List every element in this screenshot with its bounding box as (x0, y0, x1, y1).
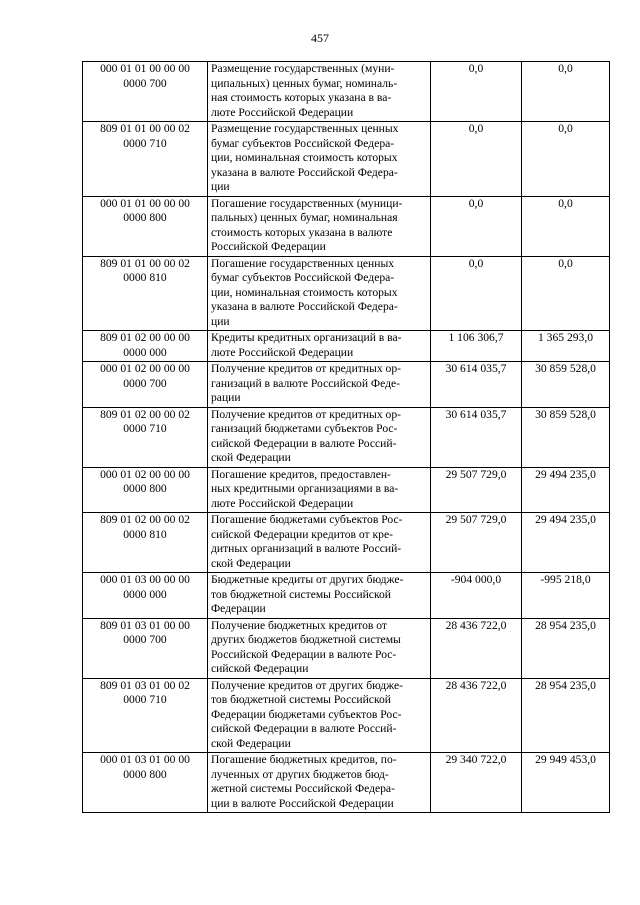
row-description: Размещение государственных (муни- ципальных) ценных бумаг, номиналь- ная стоимость которых указана в ва- люте Российской Федерации (208, 62, 431, 122)
row-description: Бюджетные кредиты от других бюдже- тов бюджетной системы Российской Федерации (208, 573, 431, 619)
row-description: Погашение бюджетных кредитов, по- лученных от других бюджетов бюд- жетной системы Российской Федера- ции в валюте Российской Федерации (208, 753, 431, 813)
budget-code: 000 01 01 00 00 00 0000 700 (83, 62, 208, 122)
budget-code: 809 01 02 00 00 02 0000 810 (83, 513, 208, 573)
row-description: Получение кредитов от других бюдже- тов бюджетной системы Российской Федерации бюджетами субъектов Рос- сийской Федерации в валюте Россий- ской Федерации (208, 678, 431, 753)
row-description: Погашение государственных (муници- пальных) ценных бумаг, номинальная стоимость которых указана в валюте Российской Федерации (208, 196, 431, 256)
value-col-2: 30 859 528,0 (522, 407, 610, 467)
table-row (83, 467, 610, 513)
value-col-2: 29 494 235,0 (522, 467, 610, 513)
table-row (83, 196, 610, 256)
value-col-1: 0,0 (431, 122, 522, 197)
row-description: Погашение кредитов, предоставлен- ных кредитными организациями в ва- люте Российской Федерации (208, 467, 431, 513)
budget-code: 000 01 01 00 00 00 0000 800 (83, 196, 208, 256)
budget-code: 809 01 02 00 00 02 0000 710 (83, 407, 208, 467)
row-description: Получение кредитов от кредитных ор- ганизаций в валюте Российской Феде- рации (208, 362, 431, 408)
budget-code: 809 01 03 01 00 02 0000 710 (83, 678, 208, 753)
value-col-1: 29 507 729,0 (431, 467, 522, 513)
value-col-2: 29 949 453,0 (522, 753, 610, 813)
table-row (83, 753, 610, 813)
value-col-1: 0,0 (431, 62, 522, 122)
row-description: Получение бюджетных кредитов от других бюджетов бюджетной системы Российской Федерации в валюте Рос- сийской Федерации (208, 618, 431, 678)
value-col-1: 1 106 306,7 (431, 331, 522, 362)
row-description: Погашение государственных ценных бумаг субъектов Российской Федера- ции, номинальная стоимость которых указана в валюте Российской Федера- ции (208, 256, 431, 331)
value-col-1: 30 614 035,7 (431, 362, 522, 408)
value-col-2: 0,0 (522, 62, 610, 122)
row-description: Получение кредитов от кредитных ор- ганизаций бюджетами субъектов Рос- сийской Федерации в валюте Россий- ской Федерации (208, 407, 431, 467)
value-col-1: -904 000,0 (431, 573, 522, 619)
budget-code: 809 01 03 01 00 00 0000 700 (83, 618, 208, 678)
table-row (83, 513, 610, 573)
budget-code: 000 01 03 01 00 00 0000 800 (83, 753, 208, 813)
value-col-1: 28 436 722,0 (431, 678, 522, 753)
table-row (83, 331, 610, 362)
budget-code: 000 01 03 00 00 00 0000 000 (83, 573, 208, 619)
value-col-2: 0,0 (522, 122, 610, 197)
table-row (83, 62, 610, 122)
budget-table (82, 61, 610, 813)
table-row (83, 122, 610, 197)
value-col-1: 29 340 722,0 (431, 753, 522, 813)
row-description: Размещение государственных ценных бумаг субъектов Российской Федера- ции, номинальная стоимость которых указана в валюте Российской Федера- ции (208, 122, 431, 197)
budget-code: 000 01 02 00 00 00 0000 800 (83, 467, 208, 513)
budget-code: 809 01 01 00 00 02 0000 810 (83, 256, 208, 331)
value-col-1: 30 614 035,7 (431, 407, 522, 467)
budget-code: 809 01 02 00 00 00 0000 000 (83, 331, 208, 362)
value-col-2: 29 494 235,0 (522, 513, 610, 573)
value-col-1: 0,0 (431, 196, 522, 256)
row-description: Погашение бюджетами субъектов Рос- сийской Федерации кредитов от кре- дитных организаций в валюте Россий- ской Федерации (208, 513, 431, 573)
budget-code: 809 01 01 00 00 02 0000 710 (83, 122, 208, 197)
table-row (83, 573, 610, 619)
value-col-1: 0,0 (431, 256, 522, 331)
table-row (83, 256, 610, 331)
value-col-2: -995 218,0 (522, 573, 610, 619)
value-col-1: 28 436 722,0 (431, 618, 522, 678)
value-col-2: 30 859 528,0 (522, 362, 610, 408)
value-col-2: 0,0 (522, 256, 610, 331)
budget-code: 000 01 02 00 00 00 0000 700 (83, 362, 208, 408)
table-row (83, 362, 610, 408)
table-row (83, 618, 610, 678)
value-col-2: 0,0 (522, 196, 610, 256)
value-col-2: 28 954 235,0 (522, 678, 610, 753)
value-col-2: 1 365 293,0 (522, 331, 610, 362)
value-col-1: 29 507 729,0 (431, 513, 522, 573)
page-number: 457 (311, 31, 329, 45)
table-row (83, 678, 610, 753)
table-row (83, 407, 610, 467)
value-col-2: 28 954 235,0 (522, 618, 610, 678)
row-description: Кредиты кредитных организаций в ва- люте Российской Федерации (208, 331, 431, 362)
